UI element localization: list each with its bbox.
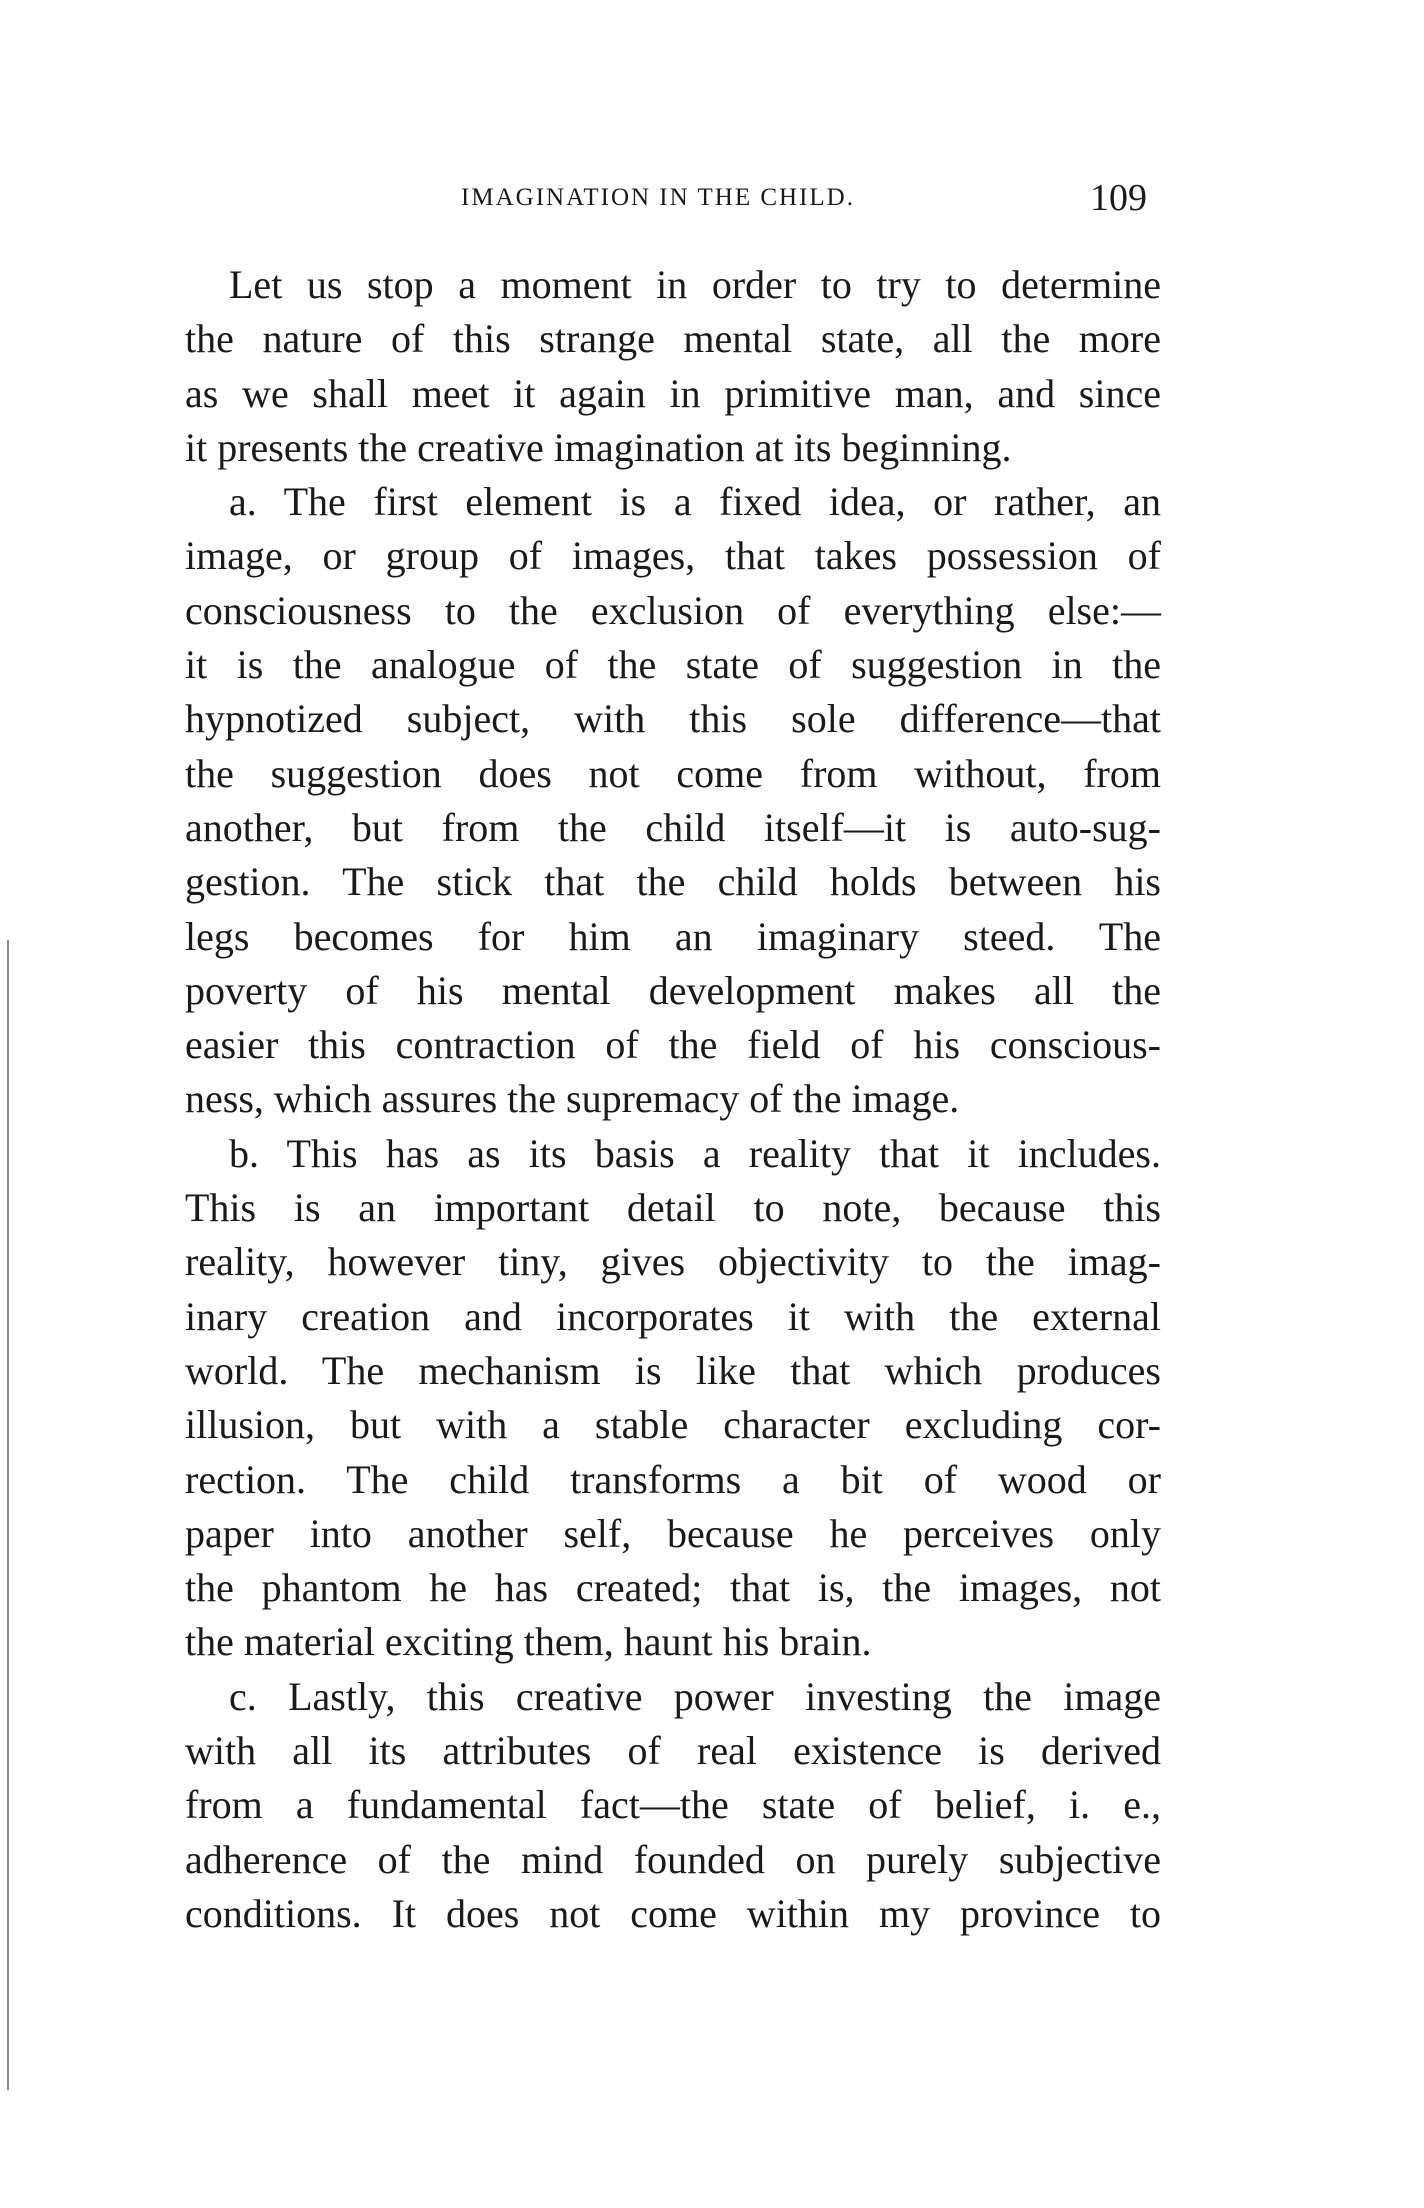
text-line: rection. The child transforms a bit of wood or — [185, 1456, 1161, 1502]
scan-edge-mark — [7, 940, 9, 2090]
body-text — [185, 258, 1161, 1941]
text-line: illusion, but with a stable character excluding cor- — [185, 1402, 1161, 1448]
text-line: adherence of the mind founded on purely subjective — [185, 1836, 1161, 1882]
text-line: reality, however tiny, gives objectivity to the imag- — [185, 1239, 1161, 1285]
page-number: 109 — [1090, 177, 1147, 219]
text-line: the suggestion does not come from without, from — [185, 750, 1161, 796]
running-title: IMAGINATION IN THE CHILD. — [461, 184, 855, 211]
text-line: the nature of this strange mental state, all the more — [185, 316, 1161, 362]
text-line: hypnotized subject, with this sole difference—that — [185, 696, 1161, 742]
text-line: image, or group of images, that takes possession of — [185, 533, 1161, 579]
text-line: as we shall meet it again in primitive man, and since — [185, 370, 1161, 416]
text-line: a. The first element is a fixed idea, or rather, an — [229, 479, 1161, 525]
text-line: consciousness to the exclusion of everything else:— — [185, 587, 1161, 633]
text-line: it presents the creative imagination at its beginning. — [185, 424, 1012, 470]
page-header — [185, 176, 1161, 219]
text-line: paper into another self, because he perceives only — [185, 1510, 1161, 1556]
text-line: world. The mechanism is like that which produces — [185, 1347, 1161, 1393]
text-line: This is an important detail to note, because this — [185, 1185, 1161, 1231]
text-line: legs becomes for him an imaginary steed. The — [185, 913, 1161, 959]
text-line: b. This has as its basis a reality that it includes. — [229, 1130, 1161, 1176]
text-line: ness, which assures the supremacy of the image. — [185, 1076, 960, 1122]
text-line: with all its attributes of real existence is derived — [185, 1728, 1161, 1774]
text-line: another, but from the child itself—it is auto-sug- — [185, 804, 1161, 850]
text-line: easier this contraction of the field of his conscious- — [185, 1022, 1161, 1068]
text-line: gestion. The stick that the child holds between his — [185, 859, 1161, 905]
text-line: Let us stop a moment in order to try to determine — [229, 262, 1161, 307]
text-line: the phantom he has created; that is, the images, not — [185, 1565, 1161, 1611]
text-line: conditions. It does not come within my province to — [185, 1890, 1161, 1936]
text-line: it is the analogue of the state of suggestion in the — [185, 642, 1161, 688]
text-line: poverty of his mental development makes all the — [185, 967, 1161, 1013]
text-line: the material exciting them, haunt his brain. — [185, 1619, 872, 1665]
text-line: from a fundamental fact—the state of belief, i. e., — [185, 1782, 1161, 1828]
text-line: c. Lastly, this creative power investing the image — [229, 1673, 1161, 1719]
text-line: inary creation and incorporates it with the external — [185, 1293, 1161, 1339]
